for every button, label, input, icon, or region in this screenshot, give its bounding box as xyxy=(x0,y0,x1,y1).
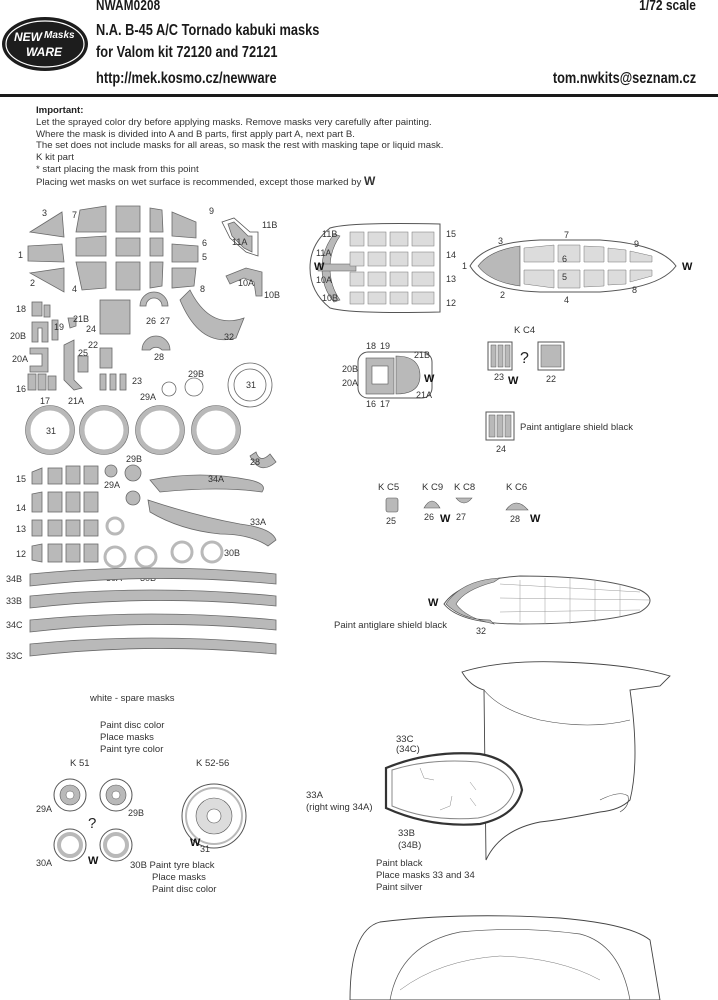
svg-text:Paint black: Paint black xyxy=(376,858,423,869)
svg-text:26: 26 xyxy=(146,316,157,326)
notes-line: Placing wet masks on wet surface is recommended, except those marked by W xyxy=(36,173,376,188)
svg-text:25: 25 xyxy=(386,516,397,526)
svg-text:11B: 11B xyxy=(322,229,338,239)
svg-text:21B: 21B xyxy=(73,314,90,324)
svg-text:28: 28 xyxy=(154,352,165,362)
svg-text:15: 15 xyxy=(446,229,457,239)
svg-text:12: 12 xyxy=(16,549,27,559)
svg-text:32: 32 xyxy=(476,626,487,636)
fuselage-bottom-diagram xyxy=(350,916,660,1000)
engine-nacelle-diagram xyxy=(306,662,670,893)
svg-text:14: 14 xyxy=(446,250,457,260)
canopy-front-diagram xyxy=(310,224,456,313)
svg-text:34B: 34B xyxy=(6,574,23,584)
svg-text:10A: 10A xyxy=(316,275,333,285)
svg-text:K C4: K C4 xyxy=(514,325,536,336)
svg-text:6: 6 xyxy=(562,254,568,264)
svg-text:29A: 29A xyxy=(140,392,157,402)
svg-text:W: W xyxy=(682,261,693,273)
canopy-32-diagram xyxy=(334,576,650,636)
svg-text:3: 3 xyxy=(498,236,504,246)
svg-text:1: 1 xyxy=(462,261,468,271)
svg-text:17: 17 xyxy=(40,396,51,406)
svg-text:10B: 10B xyxy=(264,290,281,300)
svg-text:5: 5 xyxy=(202,252,208,262)
svg-text:18: 18 xyxy=(16,304,27,314)
svg-text:32: 32 xyxy=(224,332,235,342)
svg-text:33C: 33C xyxy=(396,734,414,745)
svg-text:33C: 33C xyxy=(6,651,23,661)
svg-text:2: 2 xyxy=(30,278,36,288)
mask-group-canopy-2 xyxy=(16,454,276,583)
svg-text:9: 9 xyxy=(634,239,640,249)
svg-text:30A: 30A xyxy=(36,858,53,868)
svg-text:11A: 11A xyxy=(232,237,248,247)
product-code: NWAM0208 xyxy=(96,0,161,14)
svg-text:K 52-56: K 52-56 xyxy=(196,758,230,769)
svg-text:26: 26 xyxy=(424,512,435,522)
svg-text:Paint tyre color: Paint tyre color xyxy=(100,744,164,755)
svg-text:6: 6 xyxy=(202,238,208,248)
logo-line3: WARE xyxy=(26,45,62,59)
svg-text:27: 27 xyxy=(160,316,171,326)
svg-text:?: ? xyxy=(88,815,97,832)
svg-text:K C6: K C6 xyxy=(506,482,528,493)
canopy-top-diagram xyxy=(462,230,693,305)
svg-text:7: 7 xyxy=(564,230,570,240)
svg-text:10B: 10B xyxy=(322,293,339,303)
svg-text:?: ? xyxy=(520,350,529,367)
svg-text:K C8: K C8 xyxy=(454,482,476,493)
svg-text:20A: 20A xyxy=(12,354,29,364)
svg-text:4: 4 xyxy=(72,284,78,294)
notes-line: K kit part xyxy=(36,152,74,164)
svg-text:Paint disc color: Paint disc color xyxy=(100,720,165,731)
svg-text:5: 5 xyxy=(562,272,568,282)
svg-text:8: 8 xyxy=(632,285,638,295)
newware-logo xyxy=(2,17,88,71)
svg-text:Place masks: Place masks xyxy=(100,732,154,743)
svg-text:(34B): (34B) xyxy=(398,840,422,851)
mask-group-small-parts xyxy=(10,290,272,407)
mask-group-tyre-rings xyxy=(26,406,277,468)
page-title: N.A. B-45 A/C Tornado kabuki masks xyxy=(96,22,320,39)
wet-mark-icon: W xyxy=(363,173,376,188)
svg-text:18: 18 xyxy=(366,341,377,351)
svg-text:W: W xyxy=(428,597,439,609)
scale-label: 1/72 scale xyxy=(639,0,696,14)
svg-text:24: 24 xyxy=(496,444,507,454)
svg-text:3: 3 xyxy=(42,208,48,218)
notes-line: * start placing the mask from this point xyxy=(36,163,199,175)
svg-text:8: 8 xyxy=(200,284,206,294)
svg-text:W: W xyxy=(190,837,201,849)
svg-text:W: W xyxy=(508,375,519,387)
mask-group-canopy xyxy=(18,206,280,300)
svg-text:33B: 33B xyxy=(398,828,415,839)
svg-text:23: 23 xyxy=(494,372,505,382)
logo-line2: Masks xyxy=(44,30,75,41)
svg-text:20B: 20B xyxy=(10,331,27,341)
svg-text:23: 23 xyxy=(132,376,143,386)
svg-text:19: 19 xyxy=(380,341,391,351)
svg-text:30B Paint tyre black: 30B Paint tyre black xyxy=(130,860,215,871)
svg-text:33A: 33A xyxy=(250,517,267,527)
logo-line1: NEW xyxy=(14,30,42,44)
svg-text:13: 13 xyxy=(446,274,457,284)
svg-text:K C9: K C9 xyxy=(422,482,444,493)
svg-text:15: 15 xyxy=(16,474,27,484)
svg-text:W: W xyxy=(530,513,541,525)
wheel-k5256-diagram xyxy=(182,758,246,854)
svg-text:28: 28 xyxy=(510,514,521,524)
rear-canopy-diagram xyxy=(342,341,435,409)
svg-text:11A: 11A xyxy=(316,248,332,258)
svg-text:29A: 29A xyxy=(104,480,121,490)
svg-text:11B: 11B xyxy=(262,220,278,230)
svg-text:14: 14 xyxy=(16,503,27,513)
svg-text:W: W xyxy=(424,373,435,385)
notes-line: The set does not include masks for all areas, so mask the rest with masking tape or liquid mask. xyxy=(36,140,444,152)
svg-text:28: 28 xyxy=(250,457,261,467)
svg-text:30B: 30B xyxy=(224,548,241,558)
kit-part-c4 xyxy=(488,325,564,387)
svg-text:33A: 33A xyxy=(306,790,323,801)
svg-text:K 51: K 51 xyxy=(70,758,90,769)
notes-line: Let the sprayed color dry before applying masks. Remove masks very carefully after painting. xyxy=(36,116,432,128)
svg-text:27: 27 xyxy=(456,512,467,522)
svg-text:17: 17 xyxy=(380,399,391,409)
svg-text:22: 22 xyxy=(88,340,99,350)
svg-text:24: 24 xyxy=(86,324,97,334)
svg-text:31: 31 xyxy=(200,844,211,854)
website-link[interactable]: http://mek.kosmo.cz/newware xyxy=(96,70,277,87)
svg-text:9: 9 xyxy=(209,206,215,216)
svg-text:29B: 29B xyxy=(126,454,143,464)
svg-text:Place masks: Place masks xyxy=(152,872,206,883)
svg-text:W: W xyxy=(88,855,99,867)
svg-text:1: 1 xyxy=(18,250,24,260)
svg-text:29B: 29B xyxy=(188,369,205,379)
svg-text:29A: 29A xyxy=(36,804,53,814)
svg-text:19: 19 xyxy=(54,322,65,332)
svg-text:21A: 21A xyxy=(68,396,85,406)
svg-text:(34C): (34C) xyxy=(396,744,420,755)
svg-text:10A: 10A xyxy=(238,278,255,288)
svg-text:W: W xyxy=(440,513,451,525)
svg-text:29B: 29B xyxy=(128,808,145,818)
svg-text:31: 31 xyxy=(46,426,57,436)
svg-text:7: 7 xyxy=(72,210,78,220)
svg-text:4: 4 xyxy=(564,295,570,305)
svg-text:20A: 20A xyxy=(342,378,359,388)
svg-text:20B: 20B xyxy=(342,364,359,374)
svg-text:(right wing 34A): (right wing 34A) xyxy=(306,802,373,813)
svg-text:13: 13 xyxy=(16,524,27,534)
svg-text:16: 16 xyxy=(16,384,27,394)
svg-text:33B: 33B xyxy=(6,596,23,606)
antiglare-24-label: Paint antiglare shield black xyxy=(520,422,634,433)
page-subtitle: for Valom kit 72120 and 72121 xyxy=(96,44,278,61)
svg-text:21A: 21A xyxy=(416,390,433,400)
antiglare-32-label: Paint antiglare shield black xyxy=(334,620,448,631)
svg-text:34C: 34C xyxy=(6,620,23,630)
svg-text:Paint silver: Paint silver xyxy=(376,882,423,893)
svg-text:31: 31 xyxy=(246,380,257,390)
svg-text:22: 22 xyxy=(546,374,557,384)
kit-parts-c5-c9-c8-c6 xyxy=(378,482,541,526)
svg-text:2: 2 xyxy=(500,290,506,300)
svg-text:16: 16 xyxy=(366,399,377,409)
spare-masks-label: white - spare masks xyxy=(90,693,175,704)
notes-line: Where the mask is divided into A and B parts, first apply part A, next part B. xyxy=(36,128,355,140)
email-link[interactable]: tom.nwkits@seznam.cz xyxy=(552,70,696,87)
svg-text:Paint disc color: Paint disc color xyxy=(152,884,217,895)
svg-text:21B: 21B xyxy=(414,350,431,360)
svg-text:Place masks 33 and 34: Place masks 33 and 34 xyxy=(376,870,475,881)
notes-heading: Important: xyxy=(36,105,84,116)
svg-text:25: 25 xyxy=(78,348,89,358)
svg-text:12: 12 xyxy=(446,298,457,308)
kit-part-24 xyxy=(486,412,633,454)
svg-text:K C5: K C5 xyxy=(378,482,400,493)
svg-text:W: W xyxy=(314,261,325,273)
svg-text:34A: 34A xyxy=(208,474,225,484)
